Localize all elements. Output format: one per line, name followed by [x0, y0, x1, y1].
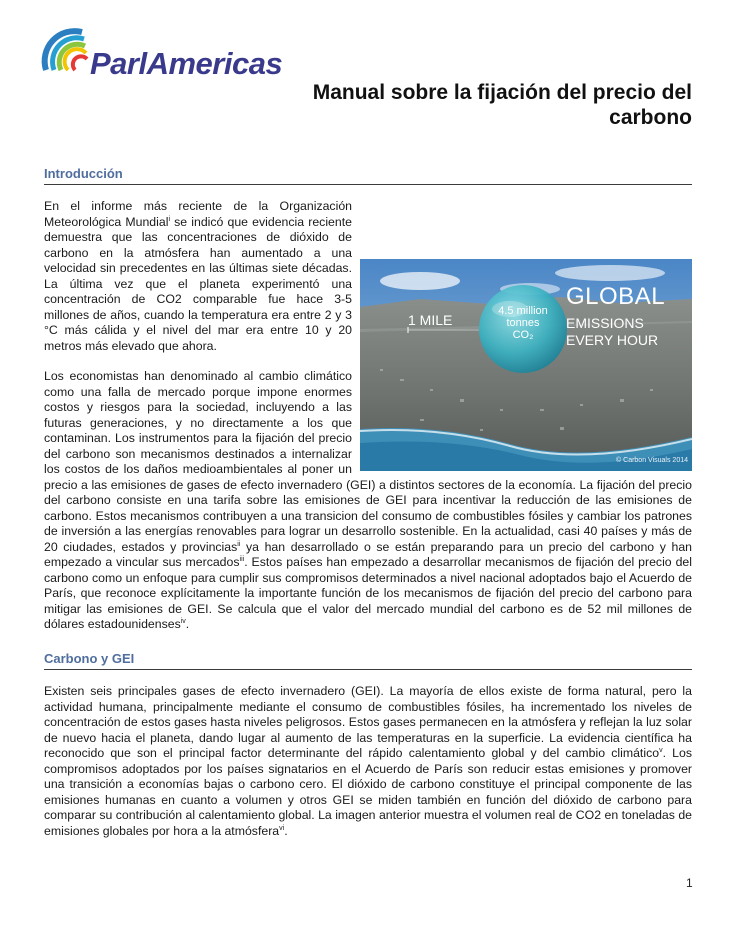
image-credit: © Carbon Visuals 2014 [616, 456, 688, 464]
every-hour-subtitle: EVERY HOUR [566, 332, 659, 348]
carbono-text-b: . Los compromisos adoptados por los países signatarios en el Acuerdo de París son reducir estas emisiones y promover una transición a economías bajas o carbono cero. El dióxido de carbono constituye el principal componente de las emisiones humanas en cuanto a volumen y otros GEI se miden también en función del dióxido de carbono para comparar su contribución al calentamiento global. La imagen anterior muestra el volumen real de CO2 en toneladas de emisiones globales por hora a la atmósfera [44, 746, 693, 838]
intro-text-1b: se indicó que evidencia reciente demuestra que las concentraciones de dióxido de carbono en la atmósfera han aumentado a una velocidad sin precedentes en las últimas siete décadas. La última vez que el planeta experimentó una concentración de CO2 comparable fue hace 3-5 millones de años, cuando la temperatura era entre 2 y 3 °C más cálida y el nivel del mar era entre 10 y 20 metros más elevado que ahora. [44, 214, 352, 353]
intro-text-2a: Los economistas han denominado al cambio climático como una falla de mercado porque impone enormes costos y riesgos para la sociedad, incluyendo a las futuras generaciones, y no directamente a los que contaminan. Los instrumentos para la fijación del precio del carbono son mecanismos destinados a internalizar los costos de los daños medioambientales al poner un precio a las emisiones de gases de efecto invernadero (GEI) a distintos sectores de la economía. La fijación del precio del carbono consiste en una tarifa sobre las emisiones de GEI para incentivar la reducción de las emisiones de carbono. Estos mecanismos contribuyen a una transicion del consumo de combustibles fósiles y cambiar los patrones de inversión a las energías renovables para lograr un desarrollo sostenible. En la actualidad, casi 40 países y más de 20 ciudades, estados y provincias [44, 369, 692, 554]
footnote-ref-iii[interactable]: iii [239, 555, 245, 563]
page-number: 1 [686, 876, 693, 890]
intro-text-2d: . [185, 617, 190, 631]
intro-text-2c: . Estos países han empezado a desarrollar mecanismos de fijación del precio del carbono como un enfoque para cumplir sus compromisos determinados a nivel nacional adoptados bajo el Acuerdo de París, que reconoce explícitamente la importante función de los mecanismos de fijación del precio del carbono para mitigar las emisiones de GEI. Se calcula que el valor del mercado mundial del carbono es de 52 mil millones de dólares estadounidenses [44, 555, 692, 631]
section-heading-carbono-gei: Carbono y GEI [44, 651, 692, 670]
footnote-ref-vi[interactable]: vi [279, 824, 285, 832]
footnote-ref-iv[interactable]: iv [180, 617, 186, 625]
intro-text-2b: ya han desarrollado o se están preparando para un precio del carbono y han empezado a vincular sus mercados [44, 539, 692, 569]
bubble-line-3: CO₂ [512, 329, 534, 341]
global-title: GLOBAL [566, 283, 666, 310]
carbono-text-a: Existen seis principales gases de efecto invernadero (GEI). La mayoría de ellos existe de forma natural, pero la actividad humana, principalmente mediante el consumo de combustibles fósiles, ha incrementado los niveles de concentración de estos gases hasta niveles peligrosos. Estos gases permanecen en la atmósfera y reflejan la luz solar de nuevo hacia el planeta, dando lugar al aumento de las temperaturas en la superficie. La evidencia científica ha reconocido que son el principal factor determinante del rápido calentamiento global y del cambio climático [44, 684, 692, 760]
section-heading-introduccion: Introducción [44, 166, 692, 185]
footnote-ref-v[interactable]: v [659, 746, 663, 754]
carbono-paragraph [44, 684, 692, 839]
emissions-subtitle: EMISSIONS [566, 315, 644, 331]
bubble-label [486, 305, 560, 341]
mile-label: 1 MILE [408, 312, 453, 328]
footnote-ref-i[interactable]: i [168, 215, 170, 223]
bubble-line-1: 4.5 million [498, 305, 548, 317]
document-title: Manual sobre la fijación del precio del carbono [312, 81, 692, 129]
parlamericas-logo [38, 22, 288, 92]
logo-text: ParlAmericas [90, 46, 283, 81]
carbono-text-c: . [284, 823, 288, 838]
intro-paragraph-1 [44, 199, 692, 633]
global-emissions-image [360, 259, 692, 471]
bubble-line-2: tonnes [506, 317, 540, 329]
footnote-ref-ii[interactable]: ii [237, 540, 241, 548]
intro-text-1a: En el informe más reciente de la Organización Meteorológica Mundial [44, 199, 352, 229]
